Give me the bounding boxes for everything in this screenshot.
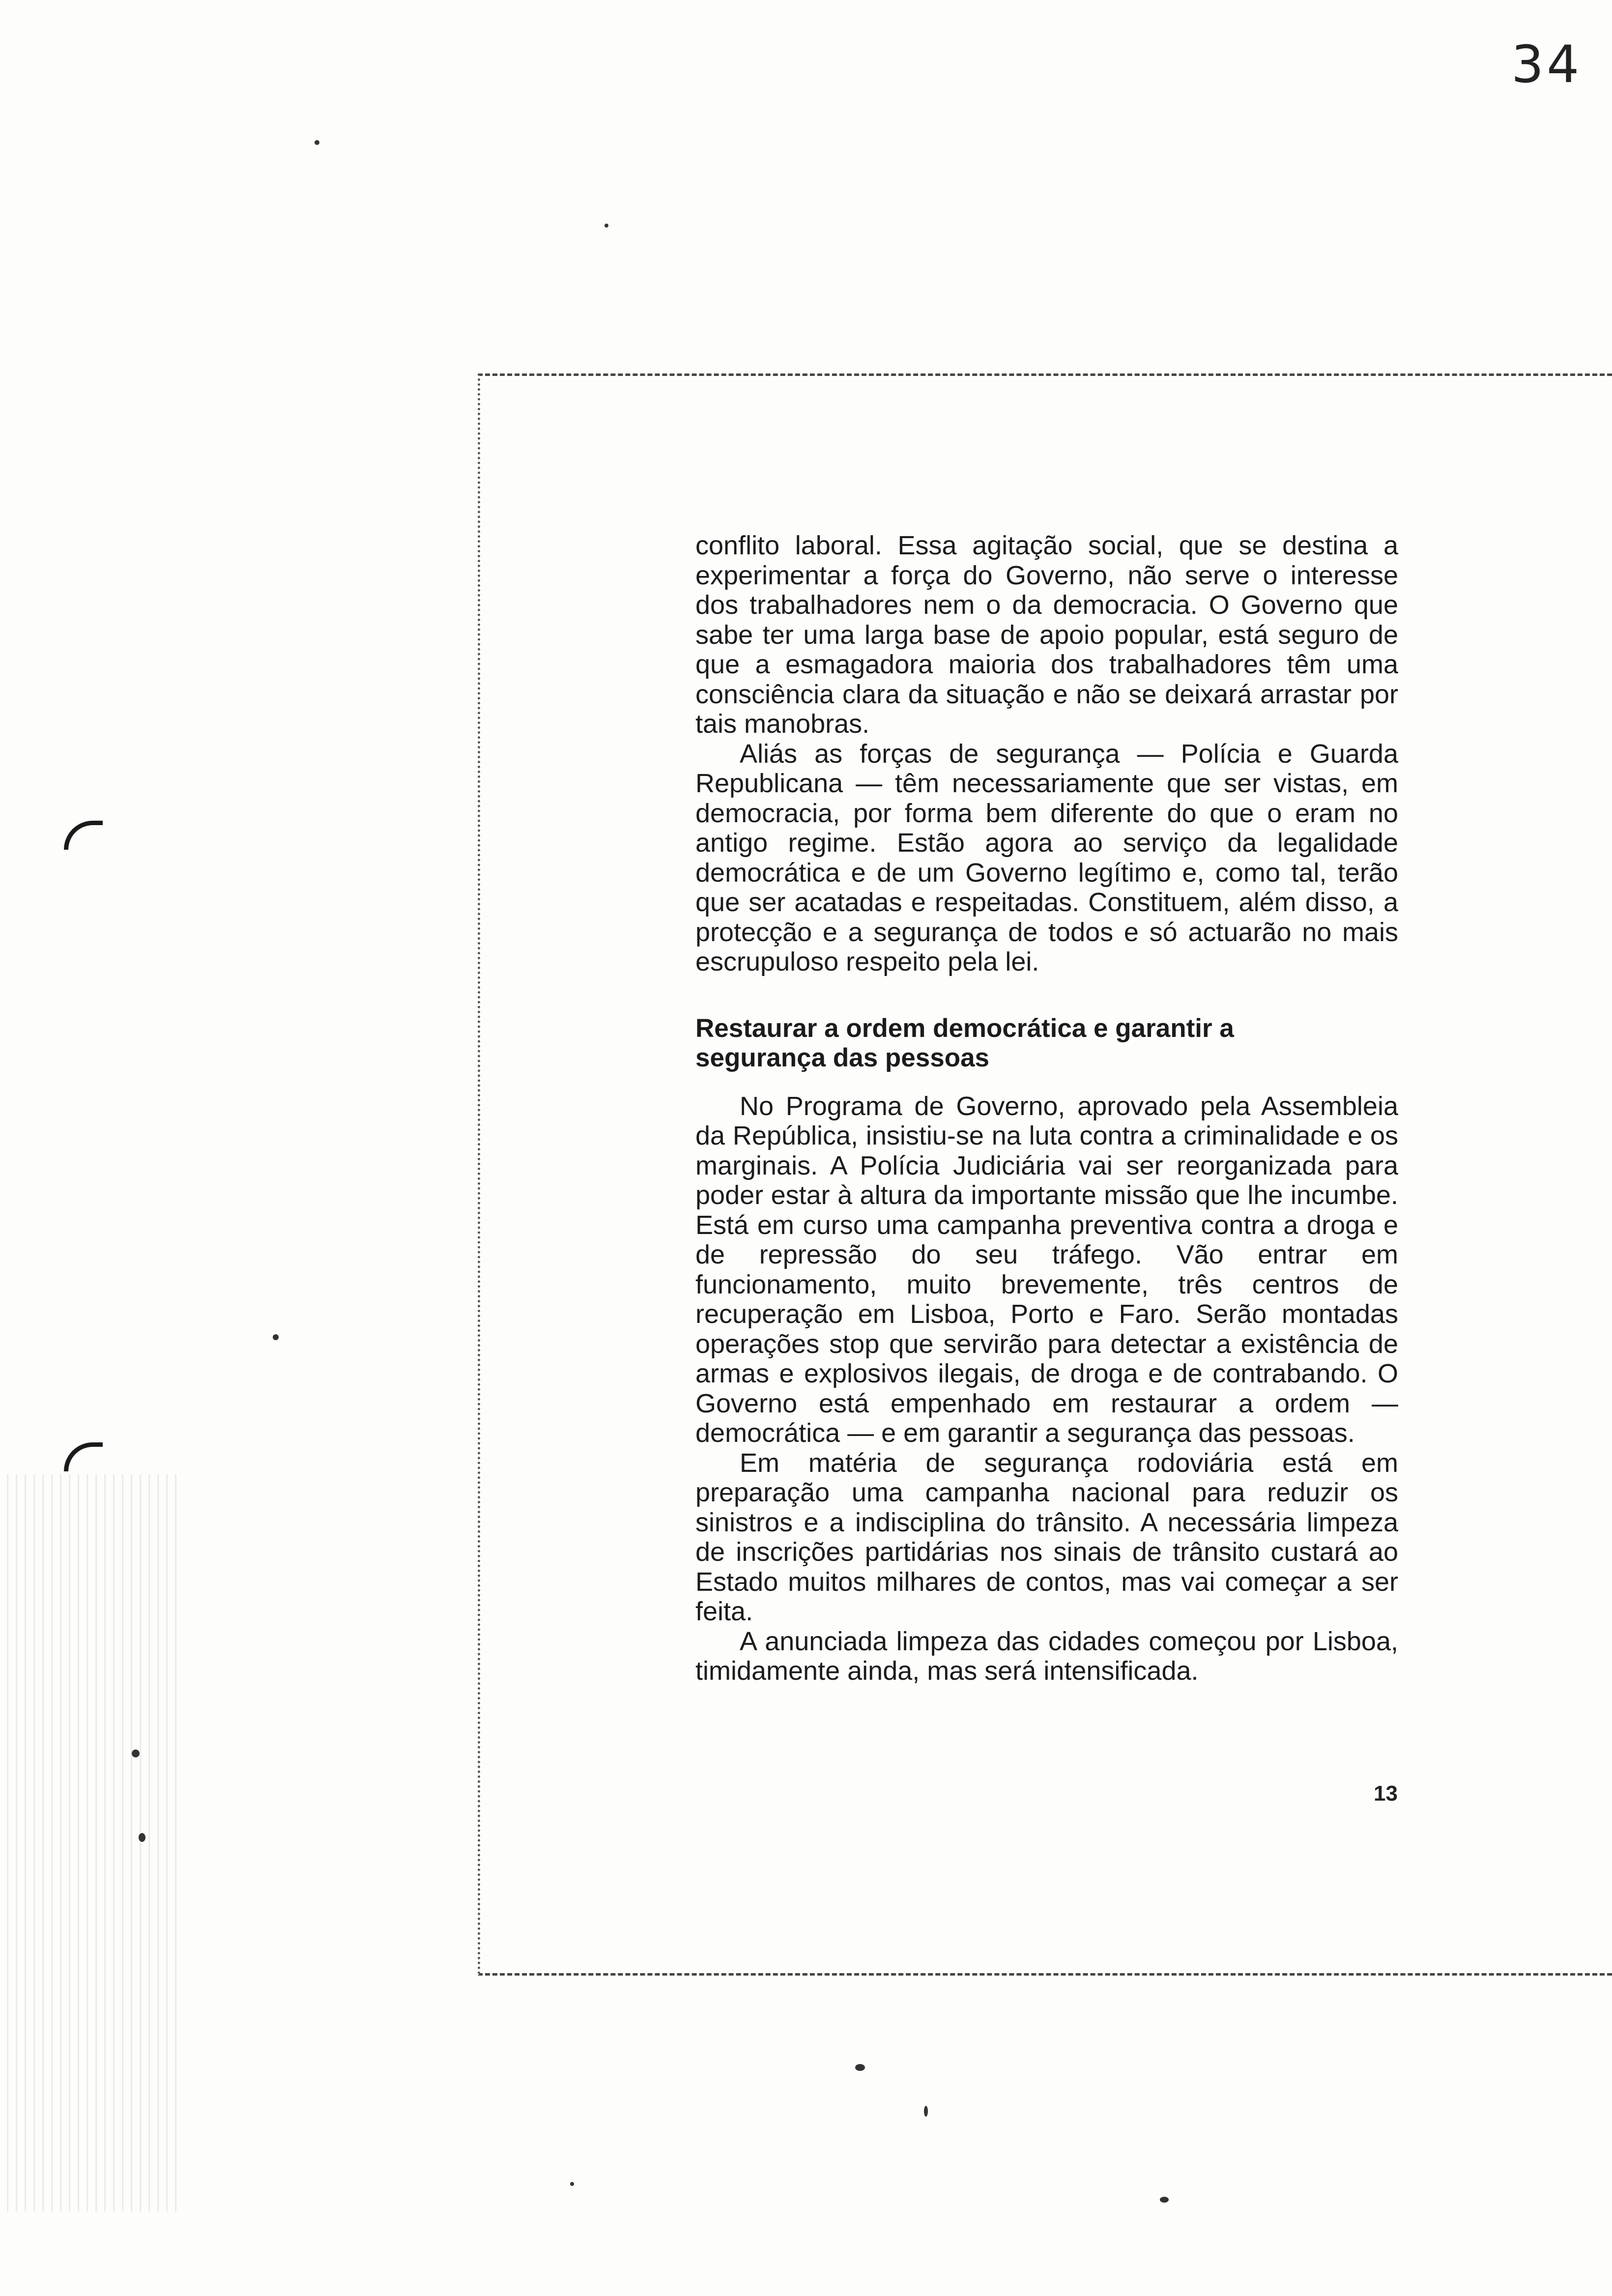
archive-folio-number: 34 [1511,34,1583,94]
body-paragraph: No Programa de Governo, aprovado pela Assembleia da República, insistiu-se na luta contra a criminalidade e os marginais. A Polícia Judiciária vai ser reorganizada para poder estar à altura da importante missão que lhe incumbe. Está em curso uma campanha preventiva contra a droga e de repressão do seu tráfego. Vão entrar em funcionamento, muito brevemente, três centros de recuperação em Lisboa, Porto e Faro. Serão montadas operações stop que servirão para detectar a existência de armas e explosivos ilegais, de droga e de contrabando. O Governo está empenhado em restaurar a ordem — democrática — e em garantir a segurança das pessoas. [695,1091,1398,1448]
binding-mark-arc [64,821,103,850]
scan-noise-streaks [0,1474,177,2211]
scan-speck [604,224,608,228]
section-heading: Restaurar a ordem democrática e garantir a segurança das pessoas [695,1013,1234,1072]
body-paragraph: conflito laboral. Essa agitação social, que se destina a experimentar a força do Governo, não serve o interesse dos trabalhadores nem o da democracia. O Governo que sabe ter uma larga base de apoio popular, está seguro de que a esmagadora maioria dos trabalhadores têm uma consciência clara da situação e não se deixará arrastar por tais manobras. [695,531,1398,739]
scan-speck [570,2182,574,2186]
body-paragraph: A anunciada limpeza das cidades começou por Lisboa, timidamente ainda, mas será intensificada. [695,1626,1398,1686]
scan-speck [855,2064,865,2071]
scan-speck [139,1833,145,1842]
article-text-column [695,531,1398,1686]
body-paragraph: Aliás as forças de segurança — Polícia e Guarda Republicana — têm necessariamente que ser vistas, em democracia, por forma bem diferente do que o eram no antigo regime. Estão agora ao serviço da legalidade democrática e de um Governo legítimo e, como tal, terão que ser acatadas e respeitadas. Constituem, além disso, a protecção e a segurança de todos e só actuarão no mais escrupuloso respeito pela lei. [695,739,1398,976]
scan-speck [132,1750,140,1757]
scan-speck [273,1334,279,1340]
binding-mark-arc [64,1442,103,1471]
scan-speck [315,140,319,145]
page-number: 13 [1374,1781,1398,1806]
scan-speck [924,2106,928,2117]
scan-speck [1160,2197,1169,2203]
body-paragraph: Em matéria de segurança rodoviária está em preparação uma campanha nacional para reduzir os sinistros e a indisciplina do trânsito. A necessária limpeza de inscrições partidárias nos sinais de trânsito custará ao Estado muitos milhares de contos, mas vai começar a ser feita. [695,1448,1398,1626]
